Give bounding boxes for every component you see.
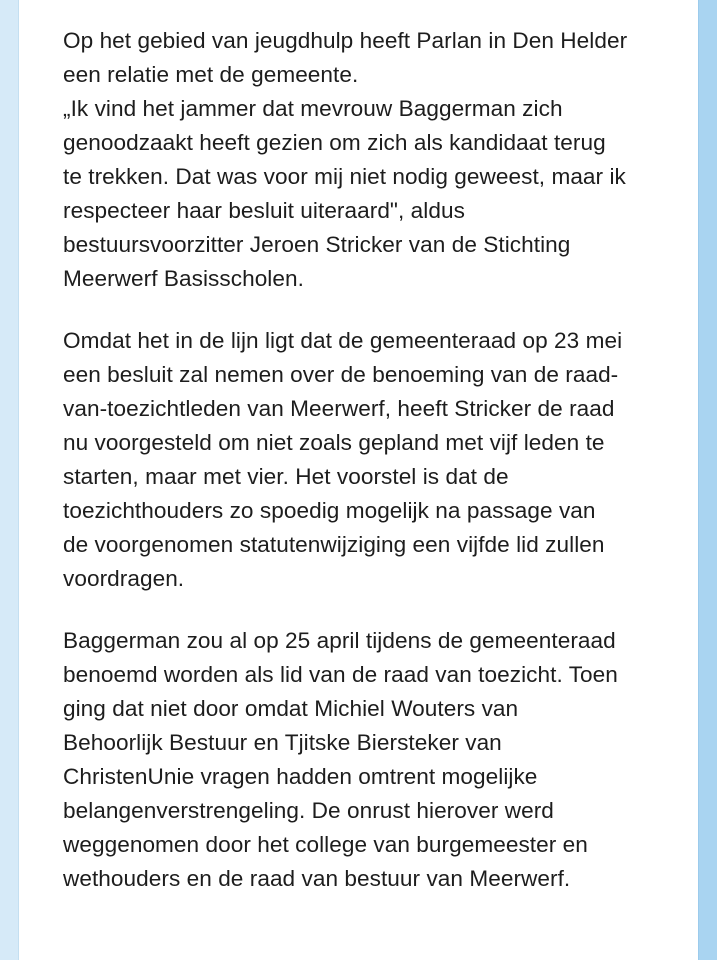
left-page-border xyxy=(0,0,19,960)
article-page xyxy=(19,0,698,960)
article-paragraph-3: Baggerman zou al op 25 april tijdens de gemeenteraad benoemd worden als lid van de raad van toezicht. Toen ging dat niet door omdat Michiel Wouters van Behoorlijk Bestuur en Tjitske Biersteker van ChristenUnie vragen hadden omtrent mogelijke belangenverstrengeling. De onrust hierover werd weggenomen door het college van burgemeester en wethouders en de raad van bestuur van Meerwerf. xyxy=(63,628,618,891)
article-body xyxy=(63,24,683,924)
right-scroll-border xyxy=(698,0,717,960)
article-paragraph-1: Op het gebied van jeugdhulp heeft Parlan in Den Helder een relatie met de gemeente. „Ik vind het jammer dat mevrouw Baggerman zich genoodzaakt heeft gezien om zich als kandidaat terug te trekken. Dat was voor mij niet nodig geweest, maar ik respecteer haar besluit uiteraard", aldus bestuursvoorzitter Jeroen Stricker van de Stichting Meerwerf Basisscholen. xyxy=(63,28,628,291)
article-paragraph-2: Omdat het in de lijn ligt dat de gemeenteraad op 23 mei een besluit zal nemen over de benoeming van de raad- van-toezichtleden van Meerwerf, heeft Stricker de raad nu voorgesteld om niet zoals gepland met vijf leden te starten, maar met vier. Het voorstel is dat de toezichthouders zo spoedig mogelijk na passage van de voorgenomen statutenwijziging een vijfde lid zullen voordragen. xyxy=(63,328,623,591)
